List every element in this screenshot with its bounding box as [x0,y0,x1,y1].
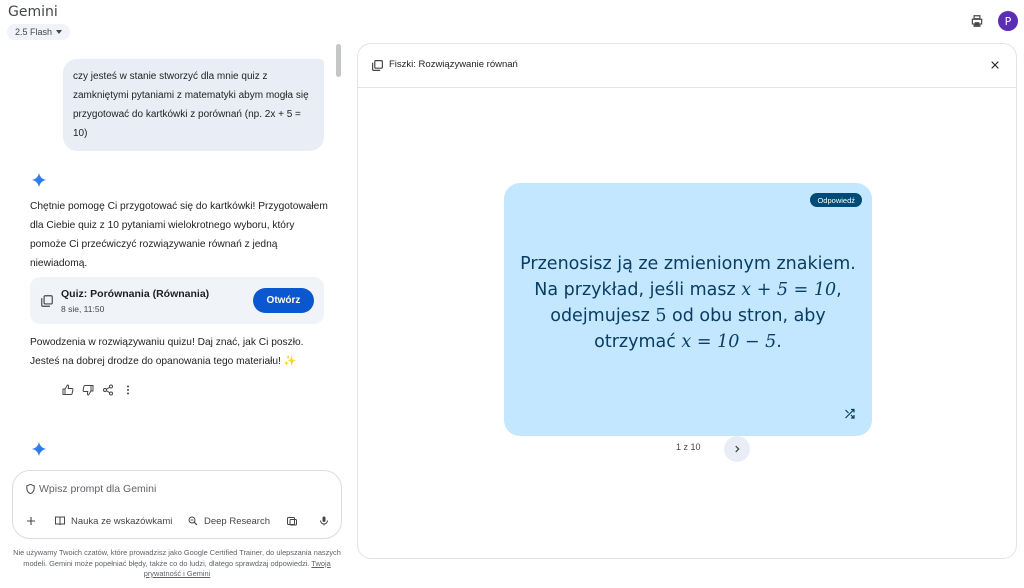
shuffle-icon[interactable] [844,408,856,420]
card-math-equation: x + 5 = 10 [741,280,837,300]
card-counter: 1 z 10 [676,442,701,452]
model-name: 2.5 Flash [15,27,53,37]
gemini-sparkle-icon [31,441,47,457]
card-text-part: , odejmujesz [550,280,842,326]
card-text-part: . [776,332,782,352]
book-icon [54,515,66,527]
gemini-sparkle-icon [31,172,47,188]
cards-icon [371,59,384,72]
answer-badge: Odpowiedź [810,193,862,207]
chat-scrollbar[interactable] [336,44,341,77]
flashcards-panel [357,43,1017,559]
prompt-box [12,470,342,539]
response-actions [62,384,134,396]
card-math-result: x = 10 − 5 [681,332,777,352]
chevron-down-icon [56,30,62,34]
flashcard[interactable] [504,183,872,436]
quiz-title: Quiz: Porównania (Równania) [61,288,210,300]
share-icon[interactable] [102,384,114,396]
guided-learning-label: Nauka ze wskazówkami [71,515,173,527]
canvas-button[interactable] [286,513,298,529]
thumbs-up-icon[interactable] [62,384,74,396]
plus-icon [25,515,37,527]
prompt-input[interactable] [39,481,329,497]
user-message: czy jesteś w stanie stworzyć dla mnie quiz z zamkniętymi pytaniami z matematyki abym mogła się przygotować do kartkówki z porównań (np. 2x + 5 = 10) [63,59,324,151]
disclaimer [12,548,342,580]
top-right-actions [968,11,1018,31]
cards-icon [40,294,54,308]
card-math-number: 5 [655,306,667,326]
shield-icon [25,483,36,495]
deep-research-button[interactable] [187,513,270,529]
guided-learning-button[interactable] [54,513,172,529]
panel-header [358,44,1016,88]
flashcard-text [518,251,858,355]
open-quiz-button[interactable]: Otwórz [253,288,314,313]
add-button[interactable] [25,513,37,529]
panel-title: Fiszki: Rozwiązywanie równań [389,59,518,70]
chevron-right-icon [732,444,742,454]
microphone-icon [318,515,330,527]
quiz-date: 8 sie, 11:50 [61,304,105,314]
deep-research-icon [187,515,199,527]
model-selector[interactable] [7,24,70,40]
close-icon[interactable] [988,58,1002,72]
next-card-button[interactable] [724,436,750,462]
quiz-card[interactable] [30,277,324,324]
disclaimer-text: Nie używamy Twoich czatów, które prowadzisz jako Google Certified Trainer, do ulepszania naszych modeli. Gemini może popełniać błędy, także co do ludzi, dlatego sprawdzaj odpowiedzi. [13,548,341,568]
avatar[interactable]: P [998,11,1018,31]
card-text-part: Przenosisz ją ze zmienionym znakiem. Na przykład, jeśli masz [520,254,856,300]
prompt-toolbar [13,513,341,529]
deep-research-label: Deep Research [204,515,271,527]
thumbs-down-icon[interactable] [82,384,94,396]
reply-outro: Powodzenia w rozwiązywaniu quizu! Daj znać, jak Ci poszło. Jesteś na dobrej drodze do opanowania tego materiału! ✨ [30,337,304,367]
reply-intro: Chętnie pomogę Ci przygotować się do kartkówki! Przygotowałem dla Ciebie quiz z 10 pytaniami wielokrotnego wyboru, który pomoże Ci przećwiczyć rozwiązywanie równań z jedną niewiadomą. [30,201,328,269]
app-title[interactable]: Gemini [8,4,58,20]
card-text-part: od obu stron, aby otrzymać [594,306,826,352]
canvas-icon [286,515,298,527]
microphone-button[interactable] [318,513,330,529]
privacy-link[interactable]: Twoja prywatność i Gemini [143,558,331,578]
print-icon[interactable] [968,12,986,30]
more-options-icon[interactable] [122,384,134,396]
